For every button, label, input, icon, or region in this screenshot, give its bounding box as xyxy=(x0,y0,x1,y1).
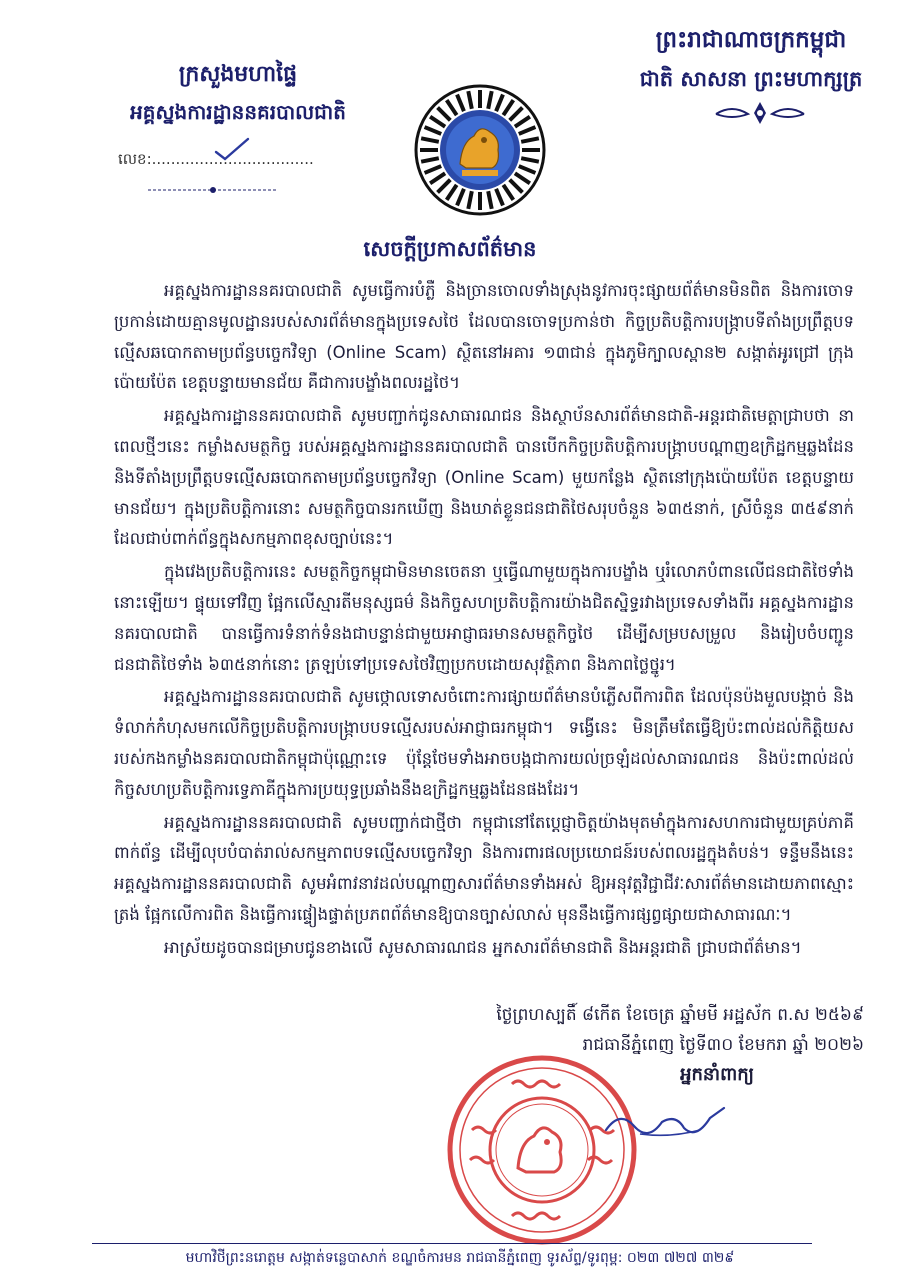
lunar-date: ថ្ងៃព្រហស្បតិ៍ ៨កើត ខែចេត្រ ឆ្នាំមមី អដ្ឋស័ក ព.ស ២៥៦៩ xyxy=(496,1005,864,1025)
paragraph-6: អាស្រ័យដូចបានជម្រាបជូនខាងលើ សូមសាធារណជន អ្នកសារព័ត៌មានជាតិ និងអន្តរជាតិ ជ្រាបជាព័ត៌មាន។ xyxy=(164,937,802,957)
header-right xyxy=(616,22,886,96)
solar-date: រាជធានីភ្នំពេញ ថ្ងៃទី៣០ ខែមករា ឆ្នាំ ២០២៦ xyxy=(582,1035,864,1055)
paragraph-4: អគ្គស្នងការដ្ឋាននគរបាលជាតិ សូមថ្កោលទោសចំពោះការផ្សាយព័ត៌មានបំភ្លើសពីការពិត ដែលប៉ុនប៉ងមួលបង្កាច់ និងទំលាក់កំហុសមកលើកិច្ចប្រតិបត្តិការបង្ក្រាបបទល្មើសរបស់អាជ្ញាធរកម្ពុជា។ ទង្វើនេះ មិនត្រឹមតែធ្វើឱ្យប៉ះពាល់ដល់កិត្តិយសរបស់កងកម្លាំងនគរបាលជាតិកម្ពុជាប៉ុណ្ណោះទេ ប៉ុន្តែថែមទាំងអាចបង្កជាការយល់ច្រឡំដល់សាធារណជន និងប៉ះពាល់ដល់កិច្ចសហប្រតិបត្តិការទ្វេភាគីក្នុងការប្រយុទ្ធប្រឆាំងនឹងឧក្រិដ្ឋកម្មឆ្លងដែនផងដែរ។ xyxy=(114,687,854,799)
motto-ornament-icon xyxy=(712,100,808,126)
header-left xyxy=(88,58,388,128)
official-seal-icon xyxy=(442,1050,642,1250)
paragraph-2: អគ្គស្នងការដ្ឋាននគរបាលជាតិ សូមបញ្ជាក់ជូនសាធារណជន និងស្ថាប័នសារព័ត៌មានជាតិ-អន្តរជាតិមេត្តាជ្រាបថា នាពេលថ្មីៗនេះ កម្លាំងសមត្ថកិច្ច របស់អគ្គស្នងការដ្ឋាននគរបាលជាតិ បានបើកកិច្ចប្រតិបត្តិការបង្ក្រាបបណ្ដាញឧក្រិដ្ឋកម្មឆ្លងដែន និងទីតាំងប្រព្រឹត្តបទល្មើសឆបោកតាមប្រព័ន្ធបច្ចេកវិទ្យា (Online Scam) មួយកន្លែង ស្ថិតនៅក្រុងប៉ោយប៉ែត ខេត្តបន្ទាយមានជ័យ។ ក្នុងប្រតិបត្តិការនោះ សមត្ថកិច្ចបានរកឃើញ និងឃាត់ខ្លួនជនជាតិថៃសរុបចំនួន ៦៣៥នាក់, ស្រីចំនួន ៣៥៩នាក់ ដែលជាប់ពាក់ព័ន្ធក្នុងសកម្មភាពខុសច្បាប់នេះ។ xyxy=(114,406,854,549)
footer-address: មហាវិថីព្រះនរោត្តម សង្កាត់ទន្លេបាសាក់ ខណ្ឌចំការមន រាជធានីភ្នំពេញ ទូរស័ព្ទ/ទូរពុម្ព: ០២៣ ៧២៧ ៣២៩ xyxy=(185,1250,735,1266)
signature-icon xyxy=(600,1100,730,1144)
body-text xyxy=(114,276,854,966)
kingdom-name: ព្រះរាជាណាចក្រកម្ពុជា xyxy=(655,27,847,53)
police-emblem-icon xyxy=(414,84,546,216)
signer-title: អ្នកនាំពាក្យ xyxy=(680,1064,754,1085)
ministry-name: ក្រសួងមហាផ្ទៃ xyxy=(178,62,298,87)
reference-number: លេខ:.................................. xyxy=(118,150,314,168)
check-mark-icon xyxy=(212,136,252,162)
paragraph-1: អគ្គស្នងការដ្ឋាននគរបាលជាតិ សូមធ្វើការបំភ្លឺ និងច្រានចោលទាំងស្រុងនូវការចុះផ្សាយព័ត៌មានមិនពិត និងការចោទប្រកាន់ដោយគ្មានមូលដ្ឋានរបស់សារព័ត៌មានក្នុងប្រទេសថៃ ដែលបានចោទប្រកាន់ថា កិច្ចប្រតិបត្តិការបង្ក្រាបទីតាំងប្រព្រឹត្តបទល្មើសឆបោកតាមប្រព័ន្ធបច្ចេកវិទ្យា (Online Scam) ស្ថិតនៅអគារ ១៣ជាន់ ក្នុងភូមិក្បាលស្ពាន២ សង្កាត់អូរជ្រៅ ក្រុងប៉ោយប៉ែត ខេត្តបន្ទាយមានជ័យ គឺជាការបង្ខាំងពលរដ្ឋថៃ។ xyxy=(114,281,854,393)
national-motto: ជាតិ សាសនា ព្រះមហាក្សត្រ xyxy=(639,67,863,91)
paragraph-3: ក្នុងវេងប្រតិបត្តិការនេះ សមត្ថកិច្ចកម្ពុជាមិនមានចេតនា ឬធ្វើណាមួយក្នុងការបង្ខាំង ឬរំលោភបំពានលើជនជាតិថៃទាំងនោះឡើយ។ ផ្ទុយទៅវិញ ផ្អែកលើស្មារតីមនុស្សធម៌ និងកិច្ចសហប្រតិបត្តិការយ៉ាងជិតស្និទ្ធរវាងប្រទេសទាំងពីរ អគ្គស្នងការដ្ឋាននគរបាលជាតិ បានធ្វើការទំនាក់ទំនងជាបន្ទាន់ជាមួយអាជ្ញាធរមានសមត្ថកិច្ចថៃ ដើម្បីសម្របសម្រួល និងរៀបចំបញ្ជូនជនជាតិថៃទាំង ៦៣៥នាក់នោះ ត្រឡប់ទៅប្រទេសថៃវិញប្រកបដោយសុវត្ថិភាព និងភាពថ្លៃថ្នូរ។ xyxy=(114,562,854,674)
department-name: អគ្គស្នងការដ្ឋាននគរបាលជាតិ xyxy=(130,100,346,124)
document-title: សេចក្ដីប្រកាសព័ត៌មាន xyxy=(363,237,537,261)
footer-divider xyxy=(92,1243,812,1244)
divider-ornament-icon xyxy=(148,186,278,194)
paragraph-5: អគ្គស្នងការដ្ឋាននគរបាលជាតិ សូមបញ្ជាក់ជាថ្មីថា កម្ពុជានៅតែប្ដេជ្ញាចិត្តយ៉ាងមុតមាំក្នុងការសហការជាមួយគ្រប់ភាគីពាក់ព័ន្ធ ដើម្បីលុបបំបាត់រាល់សកម្មភាពបទល្មើសបច្ចេកវិទ្យា និងការពារផលប្រយោជន៍របស់ពលរដ្ឋក្នុងតំបន់។ ទន្ទឹមនឹងនេះ អគ្គស្នងការដ្ឋាននគរបាលជាតិ សូមអំពាវនាវដល់បណ្ដាញសារព័ត៌មានទាំងអស់ ឱ្យអនុវត្តវិជ្ជាជីវៈសារព័ត៌មានដោយភាពស្មោះត្រង់ ផ្អែកលើការពិត និងធ្វើការផ្ទៀងផ្ទាត់ប្រភពព័ត៌មានឱ្យបានច្បាស់លាស់ មុននឹងធ្វើការផ្សព្វផ្សាយជាសាធារណៈ។ xyxy=(114,812,854,924)
